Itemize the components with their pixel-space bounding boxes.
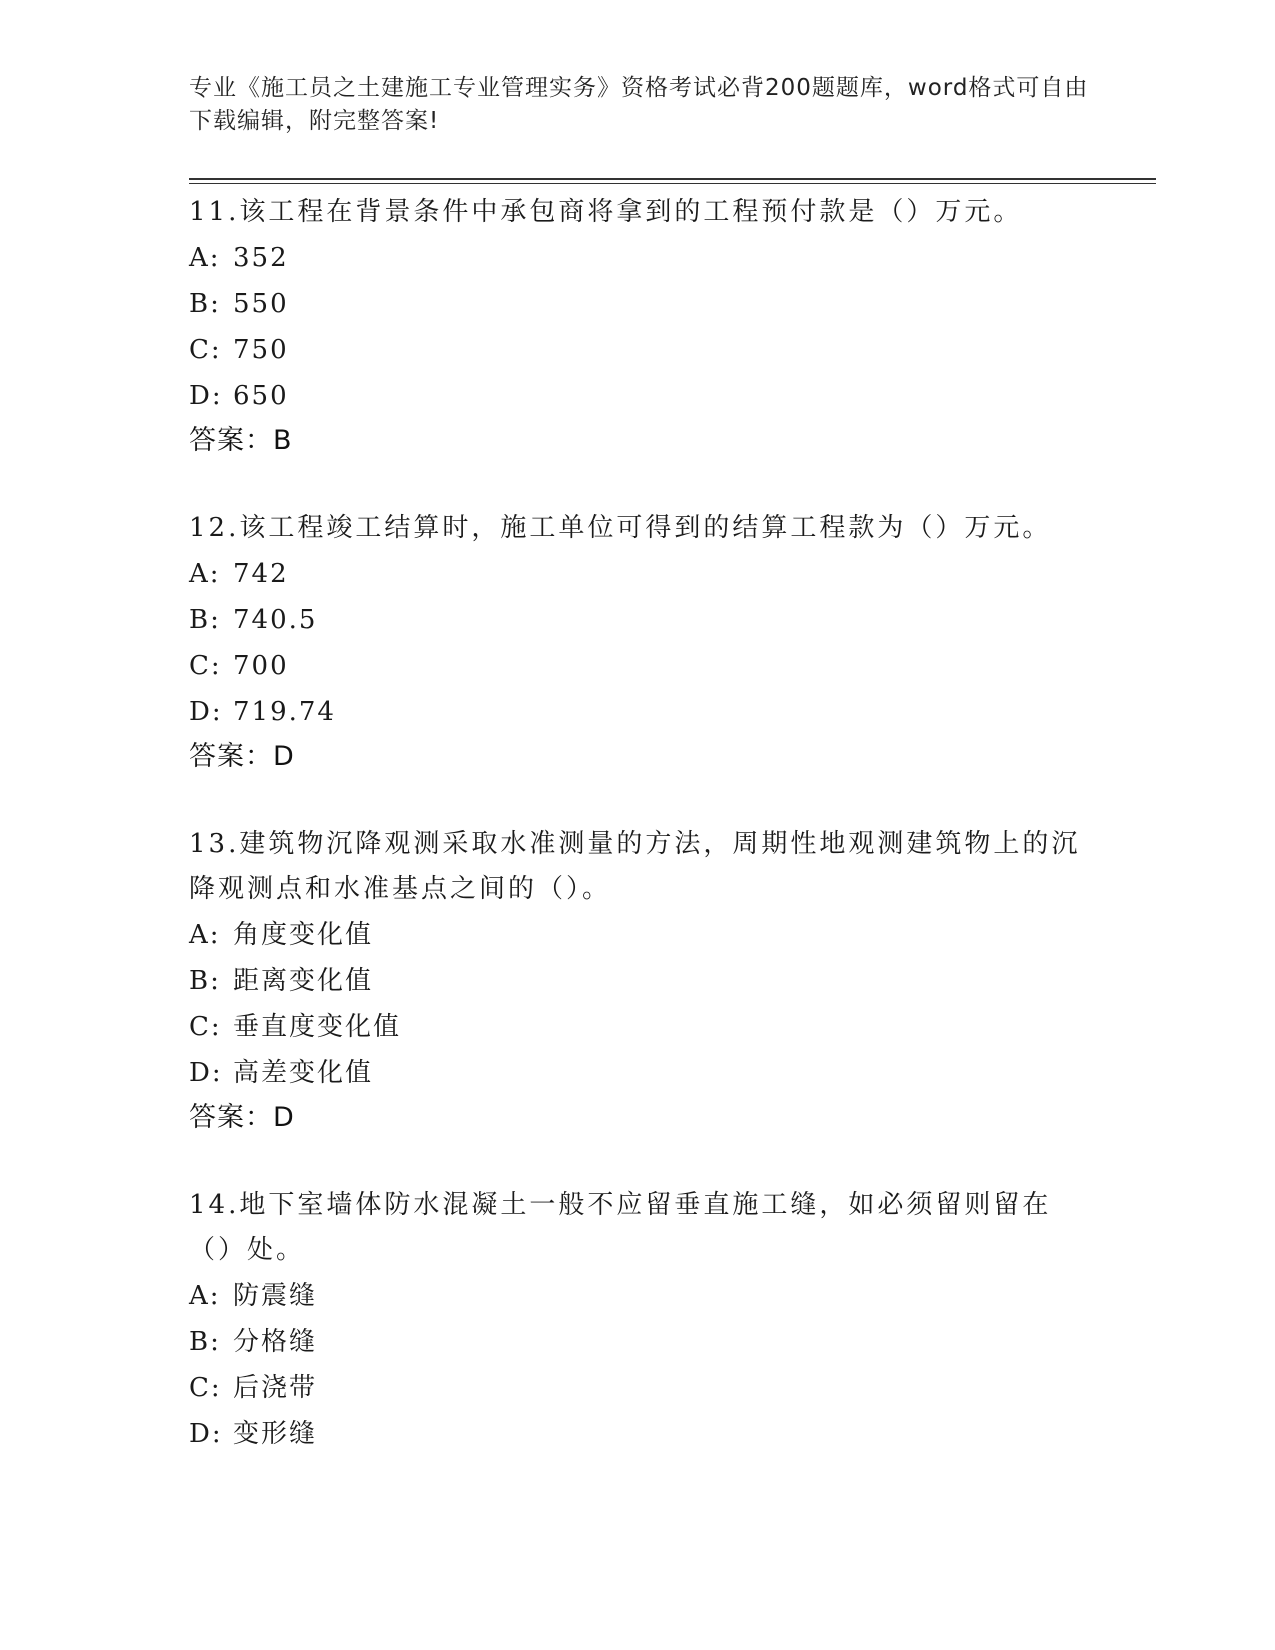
question-stem: 12.该工程竣工结算时，施工单位可得到的结算工程款为（）万元。: [189, 513, 1052, 543]
question-13: [189, 822, 1089, 1140]
option-text: 740.5: [233, 605, 318, 635]
option-letter: D:: [189, 1419, 223, 1449]
question-spacer: [189, 1140, 1089, 1183]
option-text: 700: [233, 651, 289, 681]
option-d: [189, 689, 1089, 735]
option-a: [189, 551, 1089, 597]
option-letter: B:: [189, 605, 221, 635]
option-letter: D:: [189, 1058, 223, 1088]
option-b: [189, 958, 1089, 1004]
option-c: [189, 327, 1089, 373]
option-text: 742: [233, 559, 289, 589]
question-stem: 11.该工程在背景条件中承包商将拿到的工程预付款是（）万元。: [189, 197, 1023, 227]
option-letter: D:: [189, 381, 223, 411]
option-text: 550: [233, 289, 289, 319]
answer-line: 答案：D: [189, 1102, 295, 1133]
option-letter: A:: [189, 920, 221, 950]
answer-line: 答案：D: [189, 741, 295, 772]
question-11: [189, 190, 1089, 463]
answer-line: 答案：B: [189, 425, 293, 456]
header-divider-bottom: [189, 183, 1156, 184]
question-spacer: [189, 779, 1089, 822]
option-letter: C:: [189, 335, 222, 365]
option-letter: B:: [189, 966, 221, 996]
option-b: [189, 1319, 1089, 1365]
option-text: 距离变化值: [233, 966, 374, 996]
question-spacer: [189, 463, 1089, 506]
option-d: [189, 373, 1089, 419]
question-list: [189, 190, 1089, 1457]
option-c: [189, 643, 1089, 689]
option-text: 分格缝: [233, 1327, 318, 1357]
header-divider-top: [189, 178, 1156, 180]
option-text: 防震缝: [233, 1281, 318, 1311]
option-text: 角度变化值: [233, 920, 374, 950]
option-letter: C:: [189, 1012, 222, 1042]
option-letter: A:: [189, 559, 221, 589]
option-a: [189, 912, 1089, 958]
option-text: 352: [233, 243, 289, 273]
option-letter: A:: [189, 243, 221, 273]
option-text: 750: [233, 335, 289, 365]
question-stem: 13.建筑物沉降观测采取水准测量的方法，周期性地观测建筑物上的沉降观测点和水准基点之间的（）。: [189, 829, 1081, 904]
option-text: 后浇带: [233, 1373, 318, 1403]
option-c: [189, 1004, 1089, 1050]
question-12: [189, 506, 1089, 779]
option-c: [189, 1365, 1089, 1411]
option-b: [189, 281, 1089, 327]
question-stem: 14.地下室墙体防水混凝土一般不应留垂直施工缝，如必须留则留在（）处。: [189, 1190, 1052, 1265]
option-letter: C:: [189, 651, 222, 681]
option-letter: B:: [189, 289, 221, 319]
page-header-title: 专业《施工员之土建施工专业管理实务》资格考试必背200题题库，word格式可自由下载编辑，附完整答案!: [189, 75, 1089, 134]
option-letter: A:: [189, 1281, 221, 1311]
option-b: [189, 597, 1089, 643]
option-text: 高差变化值: [233, 1058, 374, 1088]
option-text: 650: [233, 381, 289, 411]
option-a: [189, 1273, 1089, 1319]
option-letter: C:: [189, 1373, 222, 1403]
option-text: 变形缝: [233, 1419, 318, 1449]
option-d: [189, 1050, 1089, 1096]
question-14: [189, 1183, 1089, 1457]
option-letter: B:: [189, 1327, 221, 1357]
option-letter: D:: [189, 697, 223, 727]
option-text: 719.74: [233, 697, 336, 727]
option-d: [189, 1411, 1089, 1457]
option-a: [189, 235, 1089, 281]
option-text: 垂直度变化值: [233, 1012, 402, 1042]
